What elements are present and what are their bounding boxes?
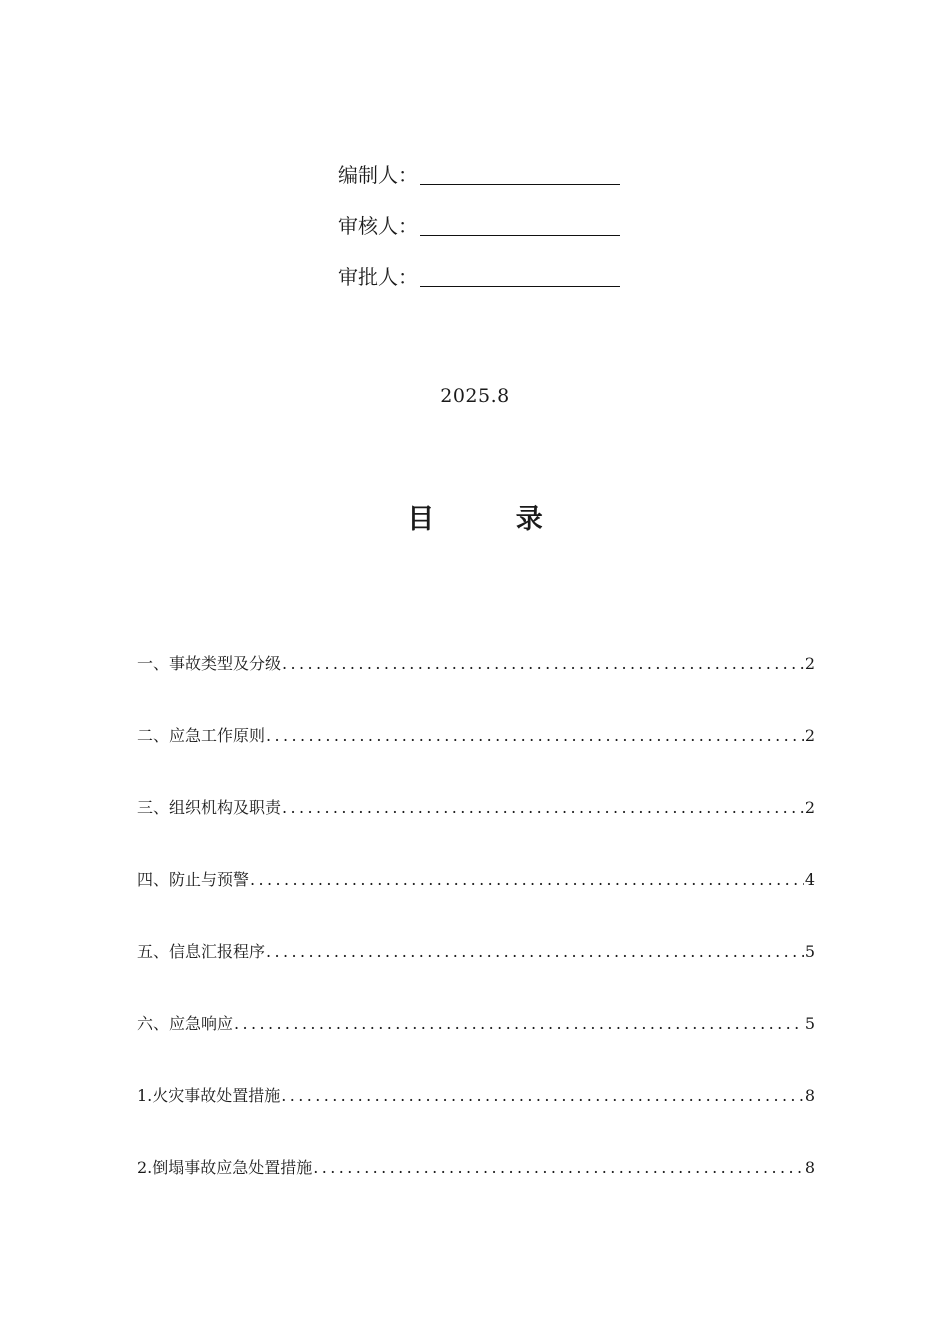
signature-label-compiler: 编制人： <box>338 163 418 187</box>
toc-leader-dots <box>282 796 804 820</box>
document-date: 2025.8 <box>440 385 510 407</box>
signature-line-compiler <box>420 164 620 185</box>
toc-item-text: 五、信息汇报程序 <box>137 942 266 961</box>
toc-item-text: 2.倒塌事故应急处置措施 <box>137 1158 313 1177</box>
toc-item-text: 三、组织机构及职责 <box>137 798 282 817</box>
toc-item-page: 4 <box>804 870 815 889</box>
toc-item-text: 四、防止与预警 <box>137 870 250 889</box>
toc-list <box>137 652 815 1228</box>
toc-item-page: 8 <box>804 1158 815 1177</box>
toc-item-text: 1.火灾事故处置措施 <box>137 1086 281 1105</box>
toc-leader-dots <box>266 724 804 748</box>
toc-item[interactable] <box>137 868 815 940</box>
signature-row-reviewer <box>338 208 638 238</box>
toc-leader-dots <box>313 1156 804 1180</box>
toc-item[interactable] <box>137 1084 815 1156</box>
signature-line-approver <box>420 266 620 287</box>
toc-item-text: 六、应急响应 <box>137 1014 234 1033</box>
signature-line-reviewer <box>420 215 620 236</box>
toc-item[interactable] <box>137 940 815 1012</box>
toc-leader-dots <box>266 940 804 964</box>
signature-row-approver <box>338 259 638 289</box>
toc-item[interactable] <box>137 796 815 868</box>
toc-item-text: 一、事故类型及分级 <box>137 654 282 673</box>
toc-item-page: 5 <box>804 1014 815 1033</box>
toc-leader-dots <box>282 652 804 676</box>
toc-item-page: 5 <box>804 942 815 961</box>
toc-item-page: 8 <box>804 1086 815 1105</box>
toc-item-page: 2 <box>804 654 815 673</box>
toc-title: 目 录 <box>407 504 579 535</box>
signature-row-compiler <box>338 157 638 187</box>
toc-item[interactable] <box>137 724 815 796</box>
toc-leader-dots <box>234 1012 804 1036</box>
toc-leader-dots <box>250 868 804 892</box>
toc-item-page: 2 <box>804 726 815 745</box>
toc-item-text: 二、应急工作原则 <box>137 726 266 745</box>
toc-item-page: 2 <box>804 798 815 817</box>
toc-item[interactable] <box>137 652 815 724</box>
signature-label-approver: 审批人： <box>338 265 418 289</box>
toc-leader-dots <box>281 1084 804 1108</box>
toc-item[interactable] <box>137 1012 815 1084</box>
signature-label-reviewer: 审核人： <box>338 214 418 238</box>
toc-item[interactable] <box>137 1156 815 1228</box>
